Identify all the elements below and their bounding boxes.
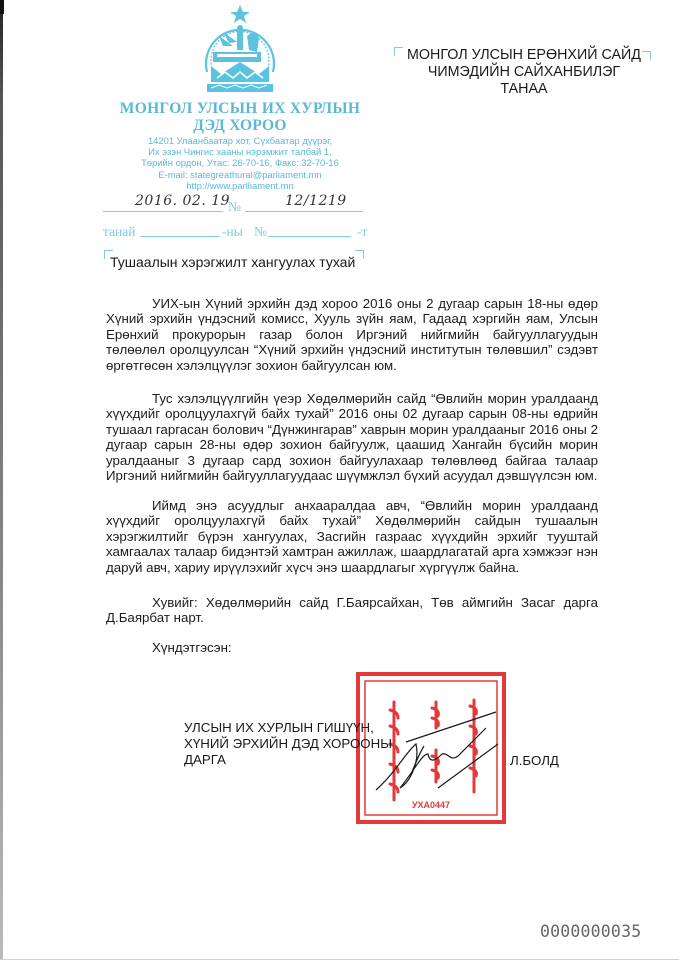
your-date-underline xyxy=(140,236,220,237)
address-line: 14201 Улаанбаатар хот, Сүхбаатар дүүрэг, xyxy=(147,135,333,146)
signatory-title-line: УЛСЫН ИХ ХУРЛЫН ГИШҮҮН, xyxy=(184,720,374,735)
letter-number: 12/1219 xyxy=(285,193,347,209)
body-paragraph: Иймд энэ асуудлыг анхааралдаа авч, “Өвлийн морин уралдаанд хүүхдийг оролцуулахгүй байх тухай” Хөдөлмөрийн сайдын тушаалын хэрэгжилтийг бүрэн хангуулах, Засгийн газраас хүүхдийн эрхийг тууштай хамгаалах талаар бидэнтэй хамтран ажиллаж, шаардлагатай арга хэмжээг нэн даруй авч, хариу ирүүлэхийг хүсч энэ шаардлагыг хүргүүлж байна. xyxy=(106,498,598,575)
scan-edge-shadow xyxy=(0,0,3,960)
recipient-line: ЧИМЭДИЙН САЙХАНБИЛЭГ xyxy=(427,64,621,80)
signatory-title xyxy=(184,720,392,768)
recipient-line: МОНГОЛ УЛСЫН ЕРӨНХИЙ САЙД xyxy=(407,47,641,63)
body-paragraph: Тус хэлэлцүүлгийн үеэр Хөдөлмөрийн сайд “Өвлийн морин уралдаанд хүүхдийг оролцуулахгүй байх тухай” 2016 оны 02 дугаар сарын 08-ны өдрийн тушаал гаргасан болович “Дүнжингарав” хаврын морин уралдааныг 2016 оны 2 дугаар сарын 28-ны өдөр зохион байгуулж, цаашид Хангайн бүсийн морин уралдааныг 3 дугаар сард зохион байгуулахаар төлөвлөөд байгаа талаар Иргэний нийгмийн байгууллагуудаас шүүмжлэл бүхий асуудал дэвшүүлсэн юм. xyxy=(106,391,598,484)
number-symbol: № xyxy=(228,199,241,214)
body-paragraph: УИХ-ын Хүний эрхийн дэд хороо 2016 оны 2 дугаар сарын 18-ны өдөр Хүний эрхийн үндэсний комисс, Хууль зүйн яам, Гадаад хэргийн яам, Улсын Ерөнхий прокурорын газар болон Иргэний нийгмийн байгууллагуудын төлөөлөл оролцуулсан “Хүний эрхийн үндэсний институтын төлөвшил” сэдэвт өргөтгөсөн хэлэлцүүлэг зохион байгуулсан юм. xyxy=(106,296,598,373)
org-name-line-1: МОНГОЛ УЛСЫН ИХ ХУРЛЫН xyxy=(119,100,361,117)
organization-address xyxy=(100,135,380,191)
recipient-line: ТАНАА xyxy=(500,81,548,97)
state-emblem-icon xyxy=(193,2,287,98)
organization-name xyxy=(100,100,380,134)
copy-to-paragraph: Хувийг: Хөдөлмөрийн сайд Г.Баярсайхан, Төв аймгийн Засаг дарга Д.Баярбат нарт. xyxy=(106,595,598,626)
ny-label: -ны xyxy=(222,224,243,239)
number-underline xyxy=(245,211,363,212)
org-name-line-2: ДЭД ХОРОО xyxy=(193,117,287,134)
your-number-underline xyxy=(268,236,351,237)
your-label: танай xyxy=(103,224,136,239)
address-email: E-mail: stategreathural@parliament.mn xyxy=(158,168,322,180)
recipient-block xyxy=(390,47,658,98)
letter-subject: Тушаалын хэрэгжилт хангуулах тухай xyxy=(110,254,356,270)
t-label: -т xyxy=(357,224,368,239)
address-website: http://www.parlliament.mn xyxy=(186,179,294,191)
closing-salutation: Хүндэтгэсэн: xyxy=(152,640,232,655)
address-line: Төрийн ордон, Утас: 26-70-16, Факс: 32-70-16 xyxy=(141,157,339,169)
number-symbol-2: № xyxy=(254,224,267,239)
letter-date: 2016. 02. 19 xyxy=(135,193,231,209)
address-line: Их эзэн Чингис хааны нэрэмжит талбай 1, xyxy=(148,146,332,158)
subject-bracket-right xyxy=(355,250,364,259)
scan-corner-mark xyxy=(0,0,4,14)
date-underline xyxy=(103,211,223,212)
signatory-name: Л.БОЛД xyxy=(510,753,559,768)
document-serial-number: 0000000035 xyxy=(540,922,642,941)
signatory-title-line: ДАРГА xyxy=(184,752,226,767)
stamp-code: УХА0447 xyxy=(411,800,451,810)
signatory-title-line: ХҮНИЙ ЭРХИЙН ДЭД ХОРООНЫ xyxy=(184,736,393,751)
